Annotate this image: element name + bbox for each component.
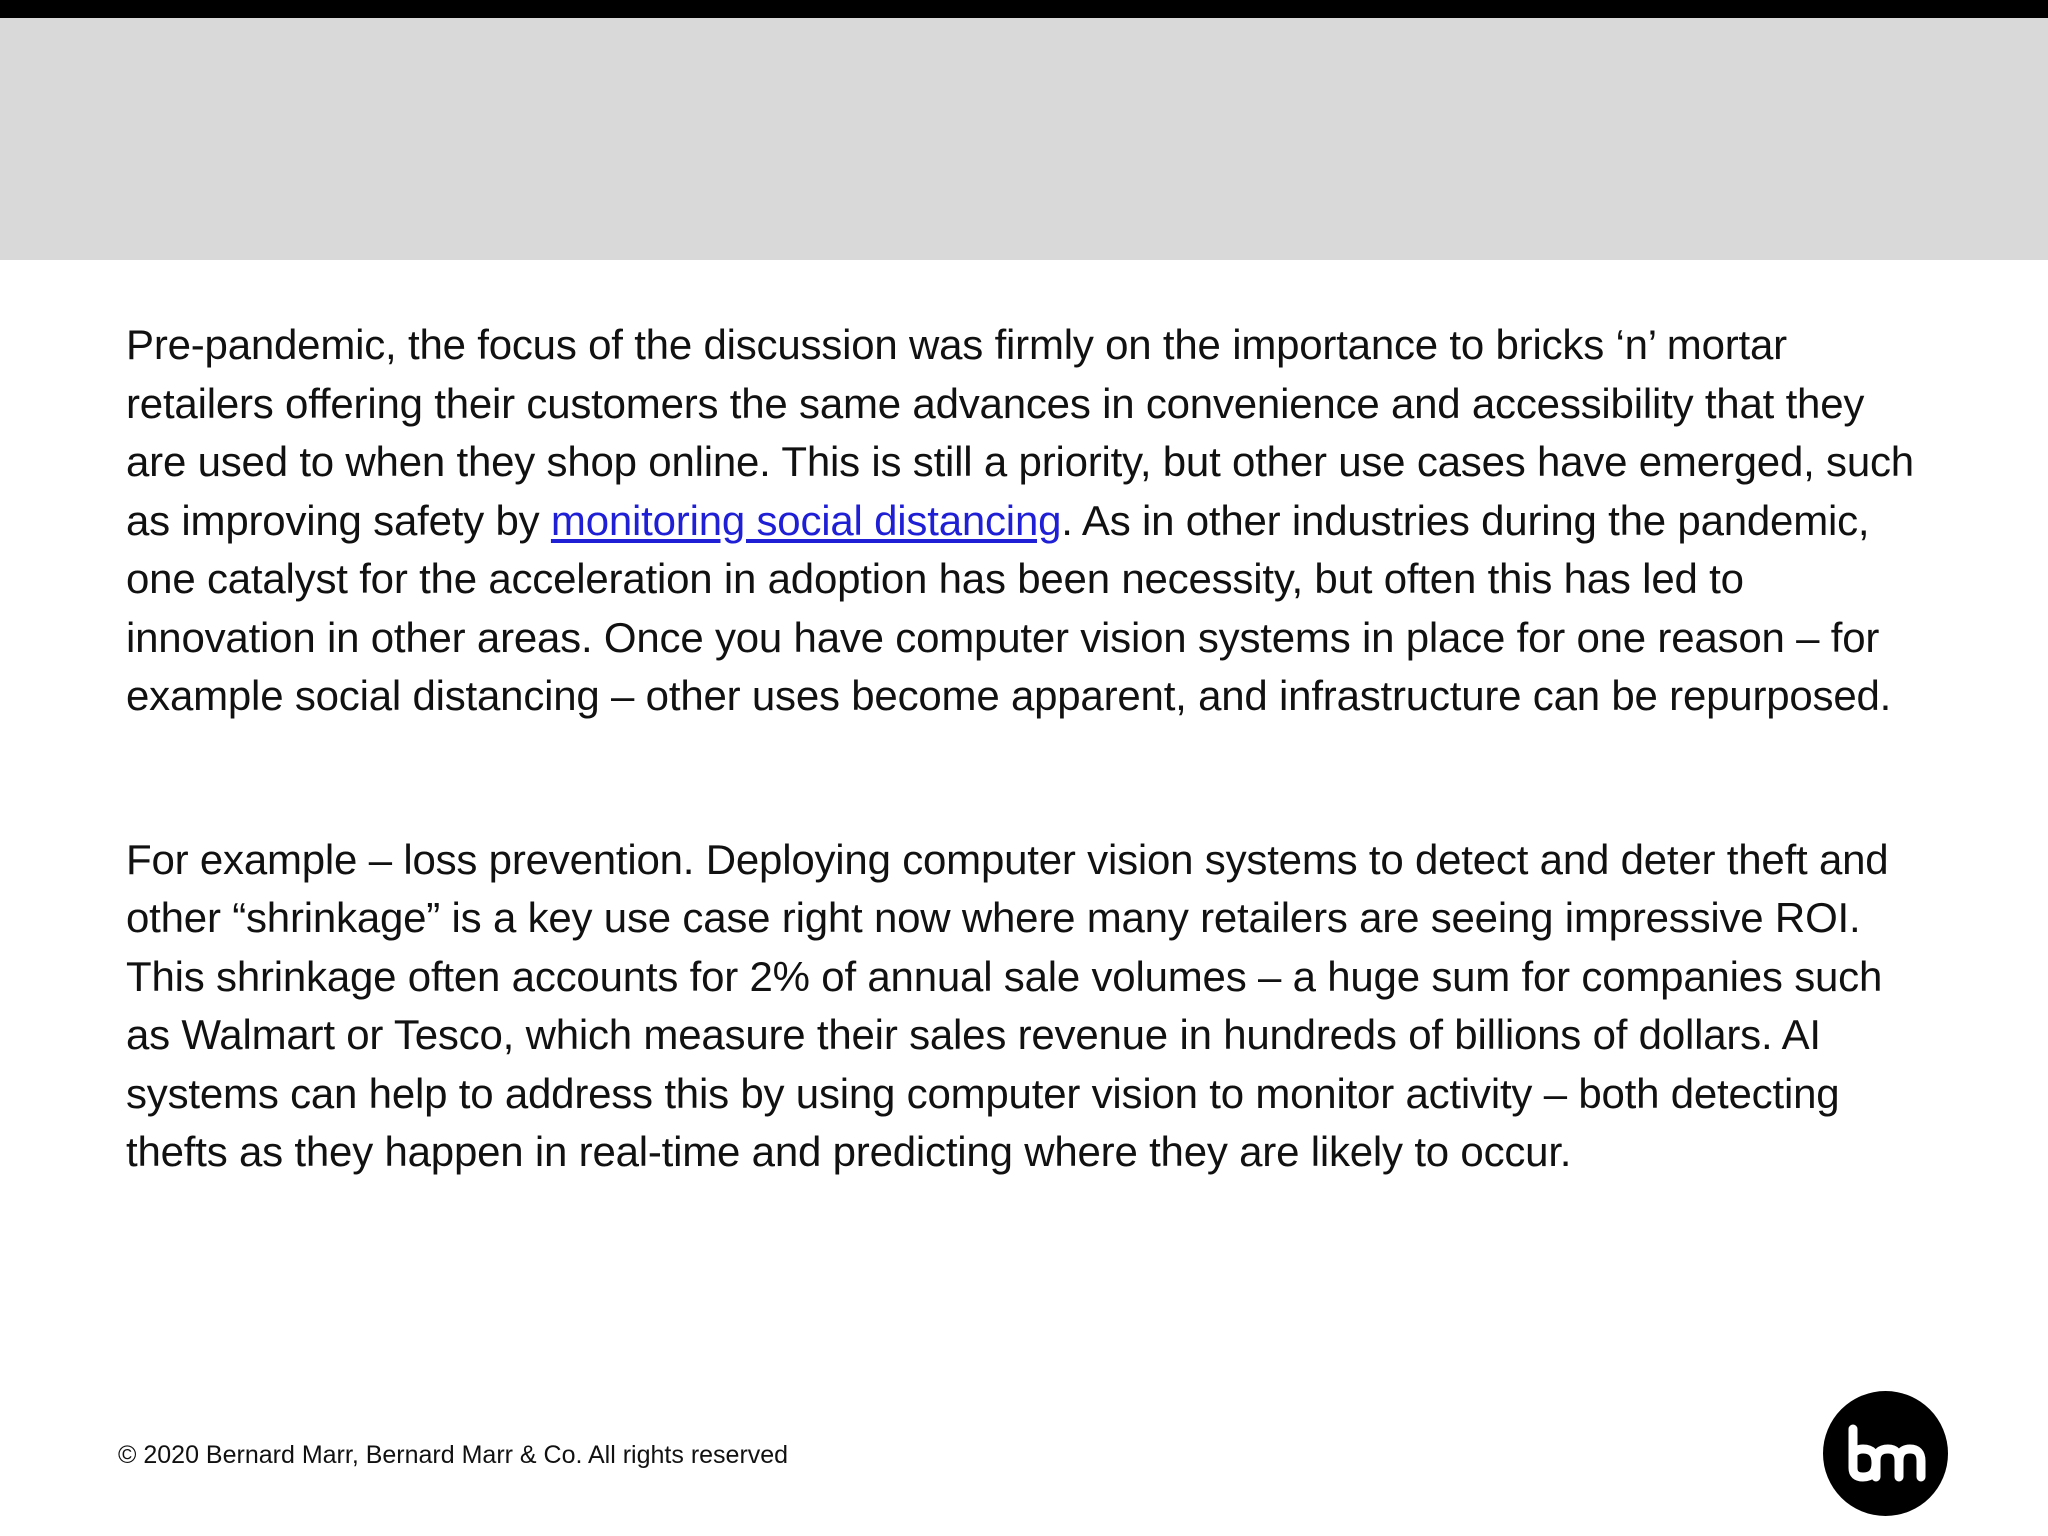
bm-logo — [1823, 1391, 1948, 1516]
body-content — [126, 316, 1926, 1182]
copyright-text: © 2020 Bernard Marr, Bernard Marr & Co. All rights reserved — [118, 1441, 789, 1469]
bm-logo-mark — [1823, 1391, 1948, 1516]
header-band — [0, 18, 2048, 260]
top-bar — [0, 0, 2048, 18]
paragraph-2: For example – loss prevention. Deploying computer vision systems to detect and deter theft and other “shrinkage” is a key use case right now where many retailers are seeing impressive ROI. This shrinkage often accounts for 2% of annual sale volumes – a huge sum for companies such as Walmart or Tesco, which measure their sales revenue in hundreds of billions of dollars. AI systems can help to address this by using computer vision to monitor activity – both detecting thefts as they happen in real-time and predicting where they are likely to occur. — [126, 835, 1889, 1175]
paragraph-1 — [126, 316, 1926, 726]
paragraph-1-text-before-link: Pre-pandemic, the focus of the discussion was firmly on the importance to bricks ‘n’ mortar retailers offering their customers the same advances in convenience and accessibility that they are used to when they shop online. This is still a priority, but other use cases have emerged, such as improving safety by — [126, 321, 1914, 544]
paragraph-1-text-after-link: . As in other industries during the pandemic, one catalyst for the acceleration in adoption has been necessity, but often this has led to innovation in other areas. Once you have computer vision systems in place for one reason – for example social distancing – other uses become apparent, and infrastructure can be repurposed. — [126, 496, 1892, 719]
monitoring-social-distancing-link[interactable]: monitoring social distancing — [550, 496, 1062, 544]
